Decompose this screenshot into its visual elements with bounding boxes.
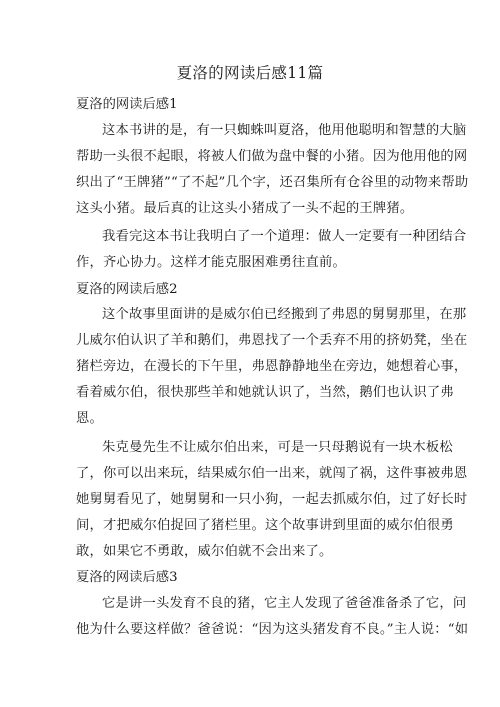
paragraph-line: 看着威尔伯，很快那些羊和她就认识了，当然，鹅们也认识了弗 [76, 385, 454, 400]
paragraph-line: 他为什么要这样做？爸爸说：“因为这头猪发育不良。”主人说：“如 [76, 622, 469, 637]
paragraph-line: 她舅舅看见了，她舅舅和一只小狗，一起去抓威尔伯，过了好长时 [76, 492, 468, 507]
document-title: 夏洛的网读后感11篇 [176, 64, 324, 82]
paragraph-line: 恩。 [76, 411, 103, 426]
paragraph-line: 这头小猪。最后真的让这头小猪成了一头不起的王牌猪。 [76, 201, 414, 216]
paragraph-line: 猪栏旁边，在漫长的下午里，弗恩静静地坐在旁边，她想着心事， [76, 359, 468, 374]
paragraph-line: 帮助一头很不起眼，将被人们做为盘中餐的小猪。因为他用他的网 [76, 149, 468, 164]
paragraph-line: 朱克曼先生不让威尔伯出来，可是一只母鹅说有一块木板松 [102, 440, 453, 455]
paragraph-line: 作，齐心协力。这样才能克服困难勇往直前。 [76, 255, 346, 270]
paragraph-line: 这个故事里面讲的是威尔伯已经搬到了弗恩的舅舅那里，在那 [102, 307, 467, 322]
paragraph-line: 我看完这本书让我明白了一个道理：做人一定要有一种团结合 [102, 229, 467, 244]
paragraph-line: 了，你可以出来玩，结果威尔伯一出来，就闯了祸，这件事被弗恩 [76, 466, 468, 481]
paragraph-line: 织出了“王牌猪”“了不起”几个字，还召集所有仓谷里的动物来帮助 [76, 175, 469, 190]
paragraph-line: 这本书讲的是，有一只蜘蛛叫夏洛，他用他聪明和智慧的大脑 [102, 123, 467, 138]
paragraph-line: 间，才把威尔伯捉回了猪栏里。这个故事讲到里面的威尔伯很勇 [76, 518, 454, 533]
paragraph-line: 敢，如果它不勇敢，威尔伯就不会出来了。 [76, 544, 333, 559]
section-heading-2: 夏洛的网读后感2 [76, 282, 178, 297]
paragraph-line: 儿威尔伯认识了羊和鹅们，弗恩找了一个丢弃不用的挤奶凳，坐在 [76, 333, 468, 348]
section-heading-3: 夏洛的网读后感3 [76, 570, 178, 585]
paragraph-line: 它是讲一头发育不良的猪，它主人发现了爸爸准备杀了它，问 [102, 596, 467, 611]
section-heading-1: 夏洛的网读后感1 [76, 97, 178, 112]
